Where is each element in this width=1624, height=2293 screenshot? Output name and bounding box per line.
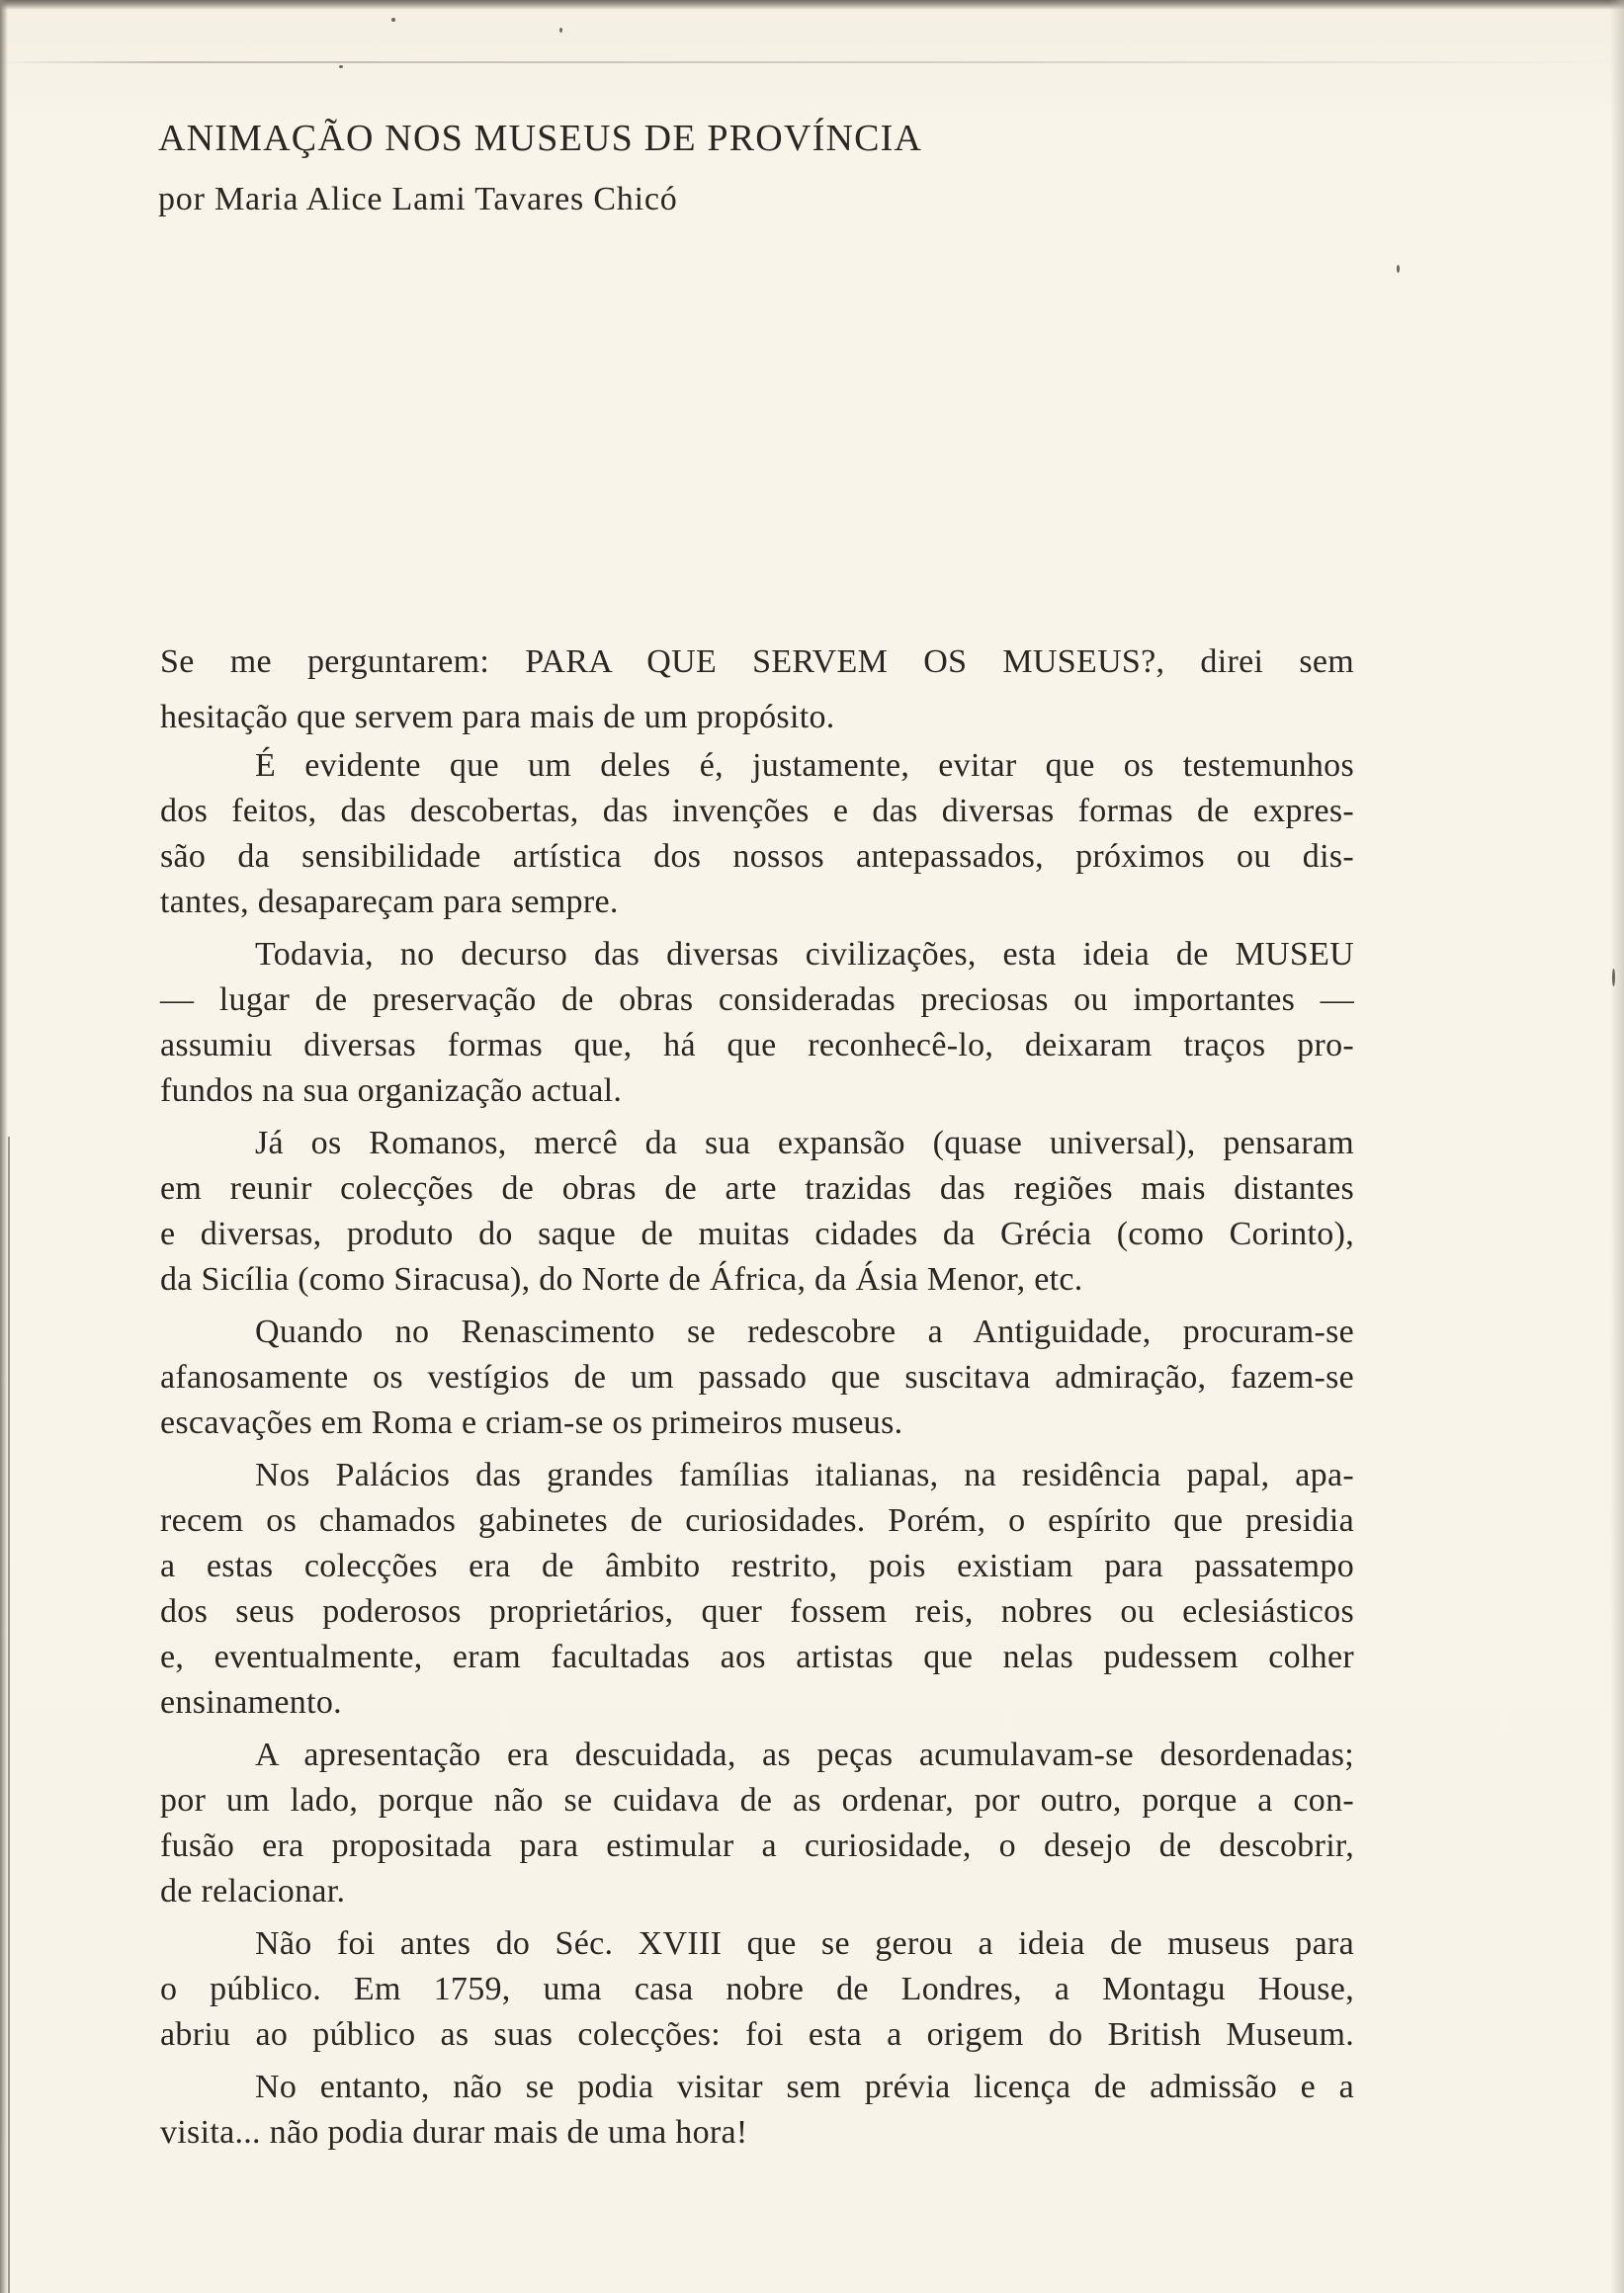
scan-right-shadow (1610, 0, 1624, 2293)
body-line: recem os chamados gabinetes de curiosidades. Porém, o espírito que presidia (160, 1502, 1354, 1539)
scan-speck (339, 65, 343, 68)
body-line: em reunir colecções de obras de arte trazidas das regiões mais distantes (160, 1170, 1354, 1207)
body-line: Quando no Renascimento se redescobre a Antiguidade, procuram-se (255, 1314, 1354, 1350)
body-line: dos seus poderosos proprietários, quer fossem reis, nobres ou eclesiásticos (160, 1593, 1354, 1630)
body-line: da Sicília (como Siracusa), do Norte de África, da Ásia Menor, etc. (160, 1261, 1083, 1298)
body-line: Todavia, no decurso das diversas civilizações, esta ideia de MUSEU (255, 936, 1354, 973)
body-line: afanosamente os vestígios de um passado que suscitava admiração, fazem-se (160, 1359, 1354, 1396)
scan-speck (1397, 265, 1400, 273)
body-line: e, eventualmente, eram facultadas aos artistas que nelas pudessem colher (160, 1639, 1354, 1675)
body-line: É evidente que um deles é, justamente, evitar que os testemunhos (255, 747, 1354, 784)
body-line: Não foi antes do Séc. XVIII que se gerou a ideia de museus para (255, 1925, 1354, 1962)
article-byline: por Maria Alice Lami Tavares Chicó (158, 181, 678, 217)
scan-speck (559, 28, 562, 33)
body-line: tantes, desapareçam para sempre. (160, 884, 619, 920)
body-line: a estas colecções era de âmbito restrito, pois existiam para passatempo (160, 1548, 1354, 1584)
body-line: A apresentação era descuidada, as peças acumulavam-se desordenadas; (255, 1737, 1354, 1773)
body-line: de relacionar. (160, 1873, 346, 1910)
scan-left-line (8, 1137, 10, 2293)
scan-speck (391, 18, 395, 22)
body-line: abriu ao público as suas colecções: foi esta a origem do British Museum. (160, 2016, 1354, 2053)
body-line: No entanto, não se podia visitar sem prévia licença de admissão e a (255, 2069, 1354, 2105)
body-line: fusão era propositada para estimular a curiosidade, o desejo de descobrir, (160, 1827, 1354, 1864)
body-line: hesitação que servem para mais de um propósito. (160, 699, 835, 735)
body-line: fundos na sua organização actual. (160, 1072, 623, 1109)
body-line: escavações em Roma e criam-se os primeiros museus. (160, 1404, 903, 1441)
scan-speck (1612, 969, 1615, 986)
body-line: e diversas, produto do saque de muitas cidades da Grécia (como Corinto), (160, 1216, 1354, 1252)
body-line: são da sensibilidade artística dos nossos antepassados, próximos ou dis- (160, 838, 1354, 875)
body-line: dos feitos, das descobertas, das invenções e das diversas formas de expres- (160, 793, 1354, 829)
body-line: Nos Palácios das grandes famílias italianas, na residência papal, apa- (255, 1457, 1354, 1493)
scan-left-edge (0, 0, 8, 2293)
body-line: visita... não podia durar mais de uma hora! (160, 2114, 748, 2151)
body-line: Já os Romanos, mercê da sua expansão (quase universal), pensaram (255, 1125, 1354, 1161)
scan-top-rule (0, 61, 1624, 63)
article-title: ANIMAÇÃO NOS MUSEUS DE PROVÍNCIA (158, 118, 923, 159)
body-line: ensinamento. (160, 1684, 342, 1721)
scan-top-edge (0, 0, 1624, 10)
body-line: por um lado, porque não se cuidava de as ordenar, por outro, porque a con- (160, 1782, 1354, 1819)
body-line: assumiu diversas formas que, há que reconhecê-lo, deixaram traços pro- (160, 1027, 1354, 1063)
body-line: o público. Em 1759, uma casa nobre de Londres, a Montagu House, (160, 1971, 1354, 2007)
body-line: — lugar de preservação de obras consideradas preciosas ou importantes — (160, 981, 1354, 1018)
body-line: Se me perguntarem: PARA QUE SERVEM OS MUSEUS?, direi sem (160, 643, 1354, 680)
